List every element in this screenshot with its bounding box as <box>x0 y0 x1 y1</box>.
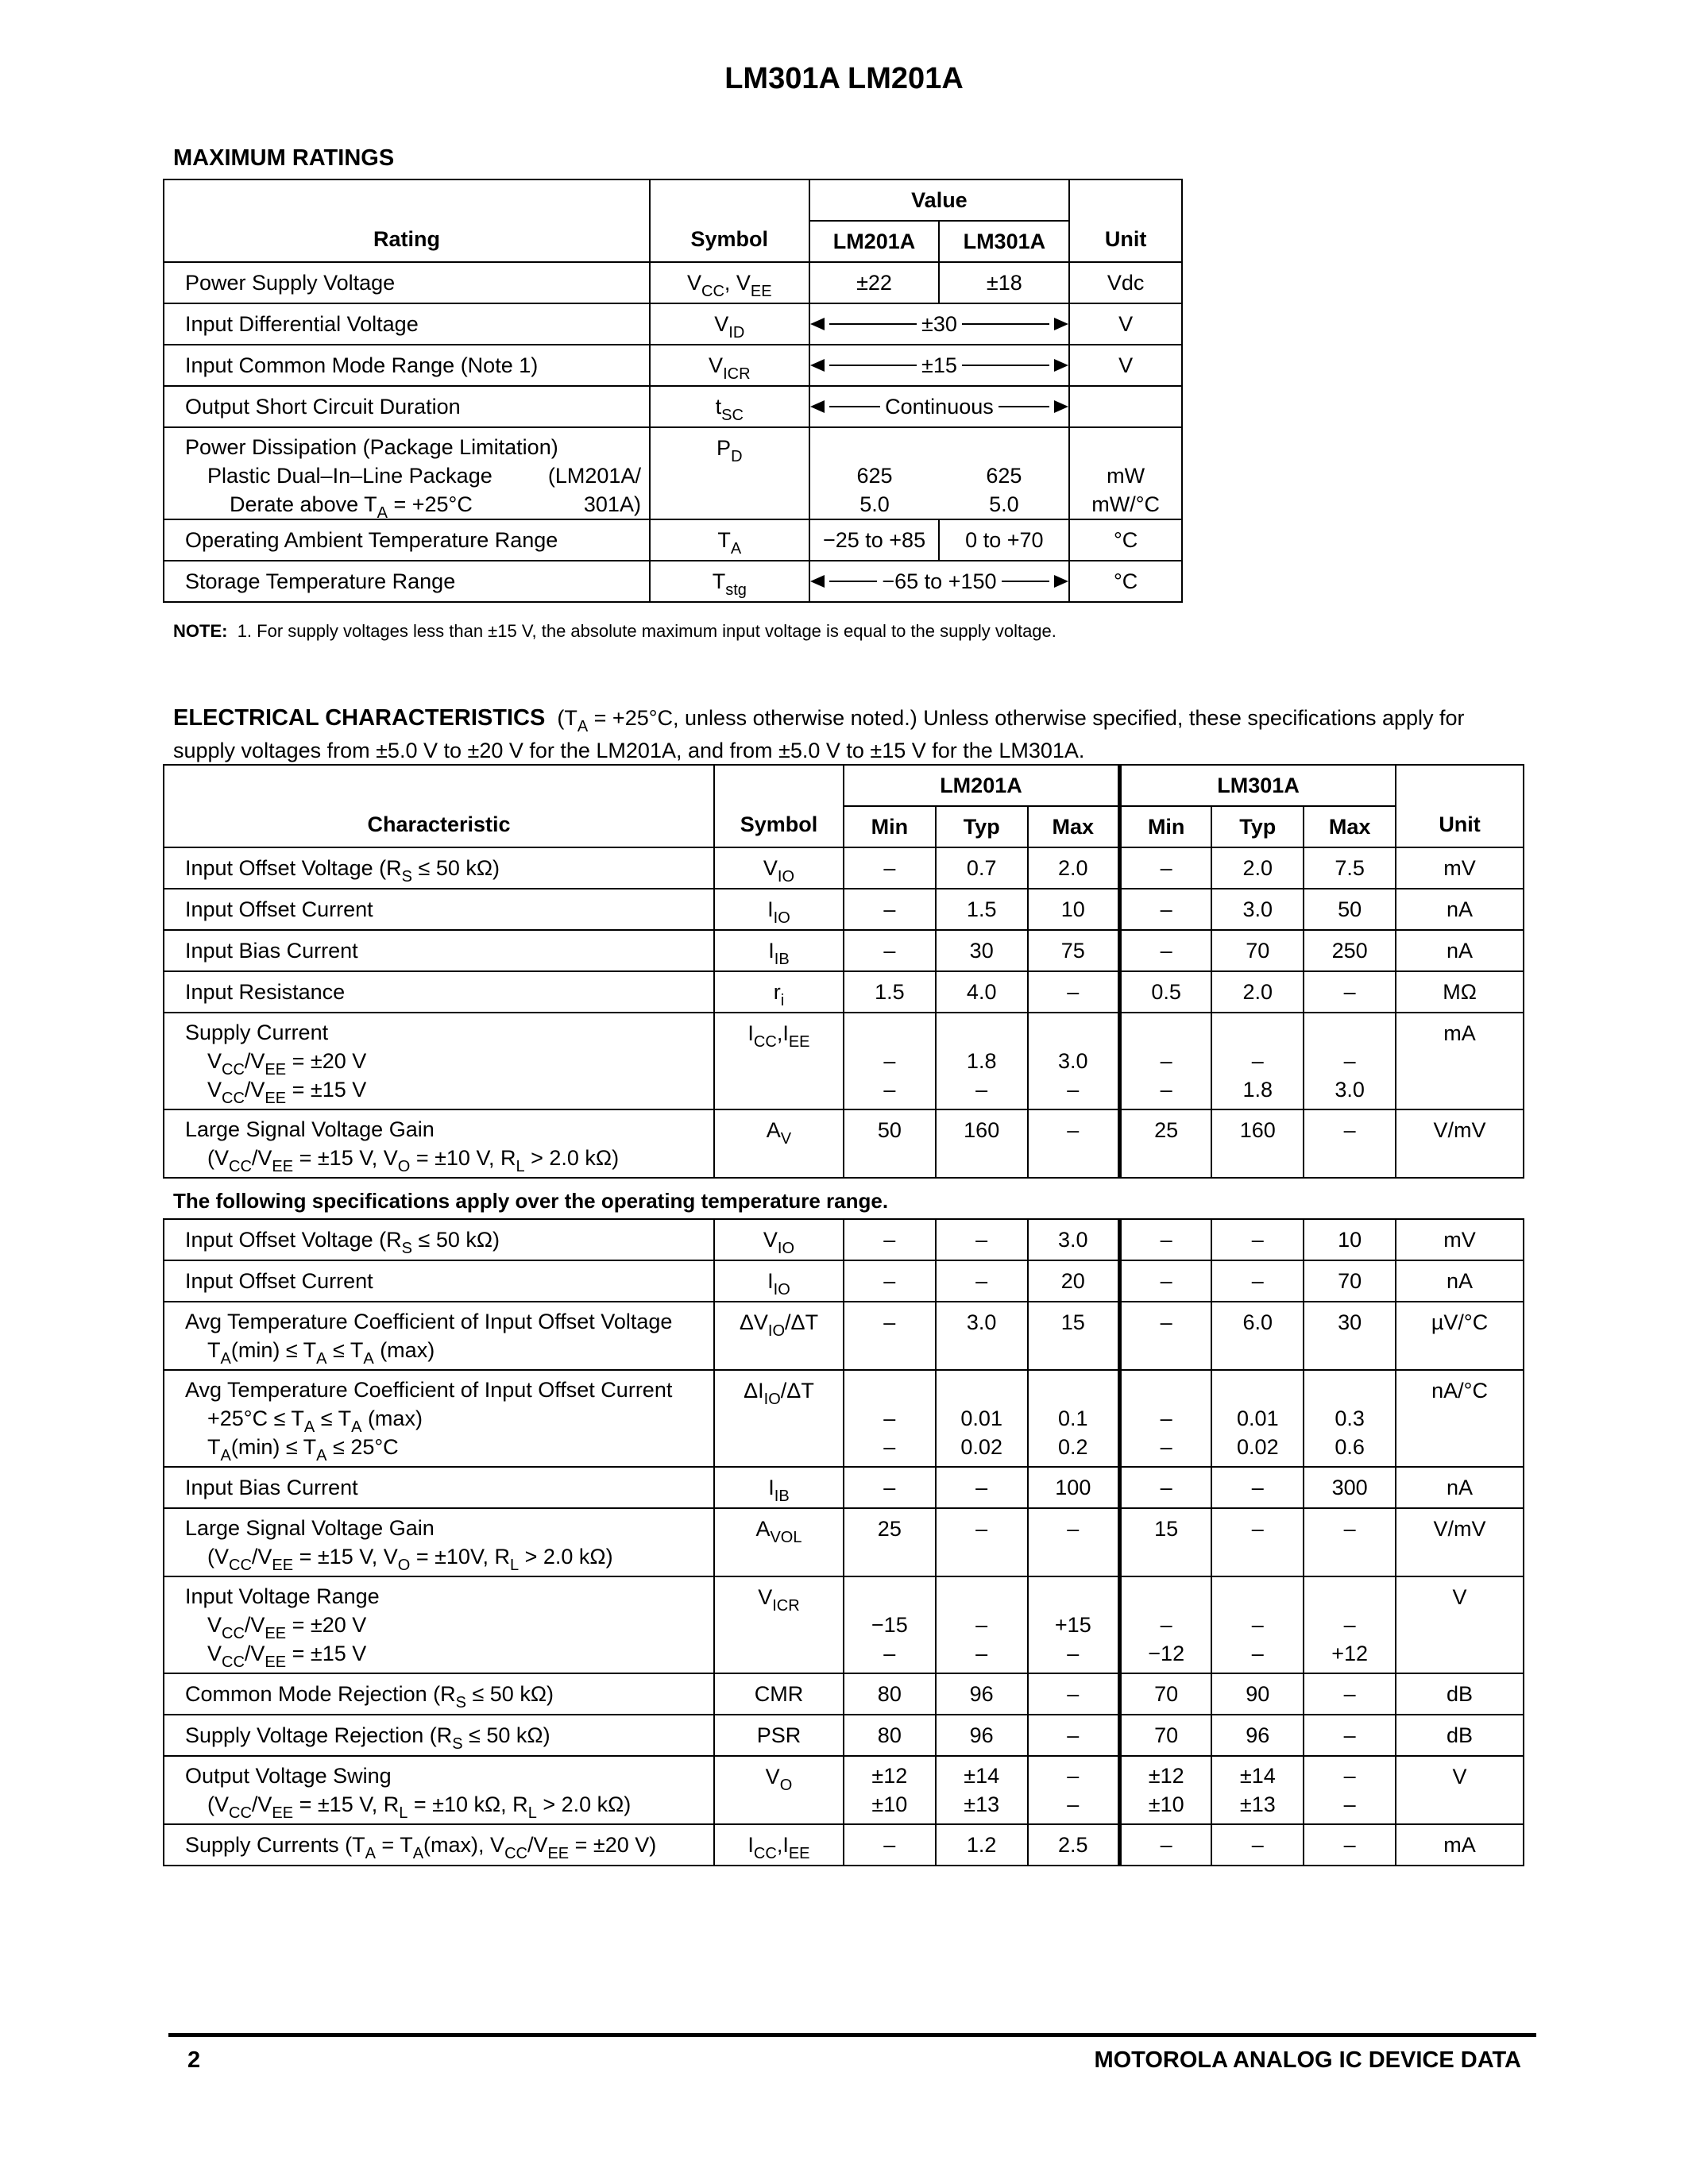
span-arrow: Continuous <box>810 395 1069 419</box>
publisher-name: MOTOROLA ANALOG IC DEVICE DATA <box>1094 2047 1521 2073</box>
table-row: Avg Temperature Coefficient of Input Offset Voltage $T_A(\min) \le T_A \le T_A$ (max) $\Delta V_{IO}/\Delta T$ – 3.0 15 – 6.0 30 µV/°C <box>164 1302 1524 1370</box>
table-row: Large Signal Voltage Gain ($V_{CC}/V_{EE} = \pm 15$ V, $V_O = \pm 10V$, $R_L > 2.0$ kΩ) $A_{VOL}$ 25 – – 15 – – V/mV <box>164 1508 1524 1576</box>
span-arrow: −65 to +150 <box>810 569 1069 593</box>
col-lm201a: LM201A <box>809 221 940 262</box>
table-row: Output Voltage Swing ($V_{CC}/V_{EE} = \pm 15$ V, $R_L = \pm 10$ kΩ, $R_L > 2.0$ kΩ) $V_O$ ±12 ±10 ±14 ±13 – – ±12 ±10 ±14 ±13 – – V <box>164 1756 1524 1824</box>
table-row: Input Offset Current $I_{IO}$ – 1.5 10 – 3.0 50 nA <box>164 889 1524 930</box>
table-row: Input Common Mode Range (Note 1) $V_{ICR}$ ±15 V <box>164 345 1182 386</box>
table-row: Operating Ambient Temperature Range $T_A$ −25 to +85 0 to +70 °C <box>164 519 1182 561</box>
table-row: Input Offset Voltage ($R_S \le 50$ kΩ) $V_{IO}$ – 0.7 2.0 – 2.0 7.5 mV <box>164 847 1524 889</box>
span-arrow: ±15 <box>810 353 1069 377</box>
electrical-table: Characteristic Symbol LM201A LM301A Unit Min Typ Max Min Typ Max Input Offset Voltage ($R_S \le 50$ kΩ) $V_{IO}$ – 0.7 2.0 – 2.0 7.5 mV Input Offset Current $I_{IO}$ – 1.5 10 – 3.0 50 nA Input Bias Current $I_{IB}$ – 30 75 – 70 250 nA Input Resistance $r_i$ 1.5 4.0 – 0.5 2.0 – MΩ Supply Current $V_{CC}/V_{EE} = \pm 20$ V $V_{CC}/V_{EE} = \pm 15$ V $I_{CC},I_{EE}$ – – 1.8 – 3.0 – – – – 1.8 – 3.0 mA Large Signal Voltage Gain ($V_{CC}/V_{EE} = \pm 15$ V, $V_O = \pm 10$ V, $R_L > 2.0$ kΩ) $A_V$ 50 160 – 25 160 – V/mV <box>163 764 1524 1179</box>
table-row: Storage Temperature Range $T_{stg}$ −65 to +150 °C <box>164 561 1182 602</box>
table-row: Large Signal Voltage Gain ($V_{CC}/V_{EE} = \pm 15$ V, $V_O = \pm 10$ V, $R_L > 2.0$ kΩ) $A_V$ 50 160 – 25 160 – V/mV <box>164 1109 1524 1178</box>
table-row: Input Offset Current $I_{IO}$ – – 20 – – 70 nA <box>164 1260 1524 1302</box>
col-unit: Unit <box>1069 179 1182 262</box>
table-row: Power Supply Voltage $V_{CC}$, $V_{EE}$ ±22 ±18 Vdc <box>164 262 1182 303</box>
table-row: Avg Temperature Coefficient of Input Offset Current $+25^\circ C \le T_A \le T_A$ (max) $T_A(\min) \le T_A \le 25^\circ C$ $\Delta I_{IO}/\Delta T$ – – 0.01 0.02 0.1 0.2 – – 0.01 0.02 0.3 0.6 nA/°C <box>164 1370 1524 1467</box>
table-row: Input Bias Current $I_{IB}$ – 30 75 – 70 250 nA <box>164 930 1524 971</box>
electrical-table-temp <box>163 1218 1524 1866</box>
table-row: Input Resistance $r_i$ 1.5 4.0 – 0.5 2.0 – MΩ <box>164 971 1524 1013</box>
table-row: Supply Current $V_{CC}/V_{EE} = \pm 20$ V $V_{CC}/V_{EE} = \pm 15$ V $I_{CC},I_{EE}$ – – 1.8 – 3.0 – – – – 1.8 – 3.0 mA <box>164 1013 1524 1109</box>
col-symbol: Symbol <box>650 179 809 262</box>
table-row: Common Mode Rejection ($R_S \le 50$ kΩ) CMR 80 96 – 70 90 – dB <box>164 1673 1524 1715</box>
max-ratings-heading: MAXIMUM RATINGS <box>173 145 395 171</box>
col-lm301a: LM301A <box>939 221 1069 262</box>
table-row: Input Offset Voltage ($R_S \le 50$ kΩ) $V_{IO}$ – – 3.0 – – 10 mV <box>164 1219 1524 1260</box>
table-row: Power Dissipation (Package Limitation) Plastic Dual–In–Line Package (LM201A/ Derate above $T_A = +25^\circ C$ 301A) $P_D$ 625 625 5.0 5.0 mW mW/°C <box>164 427 1182 519</box>
note: NOTE: 1. For supply voltages less than ±15 V, the absolute maximum input voltage is equal to the supply voltage. <box>173 621 1056 641</box>
page-number: 2 <box>187 2047 201 2073</box>
table-row: Input Voltage Range $V_{CC}/V_{EE} = \pm 20$ V $V_{CC}/V_{EE} = \pm 15$ V $V_{ICR}$ −15 – – – +15 – – −12 – – – +12 V <box>164 1576 1524 1673</box>
table-row: Input Bias Current $I_{IB}$ – – 100 – – 300 nA <box>164 1467 1524 1508</box>
table-row: Supply Voltage Rejection ($R_S \le 50$ kΩ) PSR 80 96 – 70 96 – dB <box>164 1715 1524 1756</box>
table-row: Output Short Circuit Duration $t_{SC}$ Continuous <box>164 386 1182 427</box>
span-arrow: ±30 <box>810 312 1069 336</box>
col-rating: Rating <box>164 179 650 262</box>
table-row: Supply Currents ($T_A = T_A(\max)$, $V_{CC}/V_{EE} = \pm 20$ V) $I_{CC},I_{EE}$ – 1.2 2.5 – – – mA <box>164 1824 1524 1866</box>
col-value: Value <box>809 179 1070 221</box>
footer-rule <box>168 2033 1536 2037</box>
electrical-heading: ELECTRICAL CHARACTERISTICS ($T_A = +25^\circ C$, unless otherwise noted.) Unless otherwise specified, these specifications apply for supply voltages from ±5.0 V to ±20 V for the LM201A, and from ±5.0 V to ±15 V for the LM301A. <box>173 705 1465 762</box>
max-ratings-table <box>163 179 1183 603</box>
table-row: Input Differential Voltage $V_{ID}$ ±30 V <box>164 303 1182 345</box>
page-title: LM301A LM201A <box>724 62 964 95</box>
temp-range-heading: The following specifications apply over the operating temperature range. <box>173 1189 889 1213</box>
